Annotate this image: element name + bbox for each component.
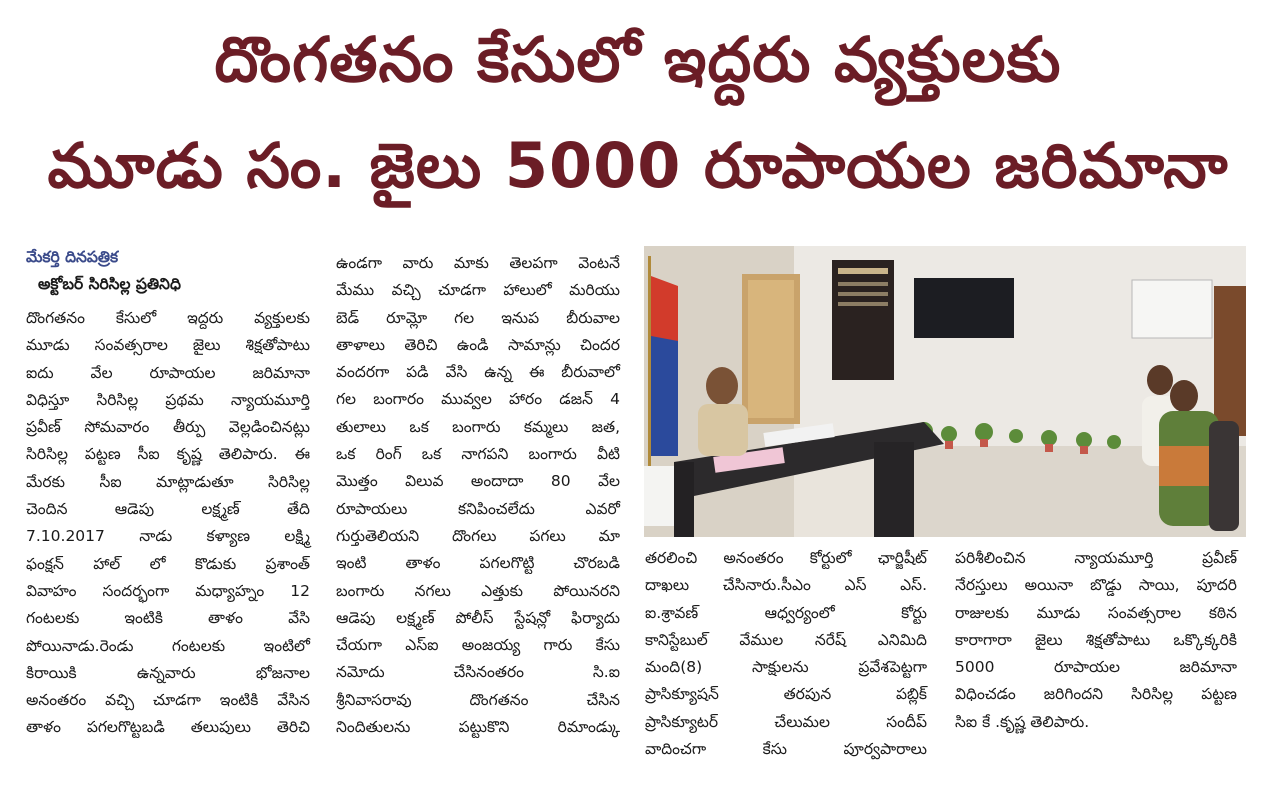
- article-line: తులాలు ఒక బంగారు కమ్మలు జత,: [336, 417, 620, 436]
- headline-line-1: దొంగతనం కేసులో ఇద్దరు వ్యక్తులకు: [214, 23, 1062, 96]
- article-line: ఒక రింగ్ ఒక నాగపని బంగారు వీటి: [336, 445, 620, 464]
- article-line: గంటలకు ఇంటికి తాళం వేసి: [26, 609, 310, 628]
- article-line: గుర్తుతెలియని దొంగలు పగలు మా: [336, 526, 620, 545]
- article-line: ప్రాసిక్యూషన్ తరపున పబ్లిక్: [645, 685, 927, 704]
- article-line: తాళాలు తెరిచి ఉండి సామాన్లు చిందర: [336, 335, 620, 354]
- article-line: ప్రవీణ్ సోమవారం తీర్పు వెల్లడించినట్లు: [26, 418, 310, 437]
- article-line: రూపాయలు కనిపించలేదు ఎవరో: [336, 499, 620, 518]
- article-line: తాళం పగలగొట్టబడి తలుపులు తెరిచి: [26, 718, 310, 737]
- article-line: శ్రీనివాసరావు దొంగతనం చేసిన: [336, 690, 620, 709]
- article-line: విధిస్తూ సిరిసిల్ల ప్రథమ న్యాయమూర్తి: [26, 390, 310, 409]
- article-line: ఆడెపు లక్ష్మణ్ పోలీస్ స్టేషన్లో ఫిర్యాదు: [336, 608, 620, 627]
- headline-line-2: మూడు సం. జైలు 5000 రూపాయల జరిమానా: [47, 129, 1229, 202]
- byline-location: అక్టోబర్ సిరిసిల్ల ప్రతినిధి: [38, 275, 181, 293]
- article-line: దాఖలు చేసినారు.సీఎం ఎస్ ఎస్.: [645, 576, 927, 595]
- article-line: కిరాయికి ఉన్నవారు భోజనాల: [26, 663, 310, 682]
- article-line: మేము వచ్చి చూడగా హాలులో మరియు: [336, 281, 620, 300]
- article-line: వాదించగా కేసు పూర్వపారాలు: [645, 740, 927, 759]
- article-column-2: [336, 250, 620, 741]
- article-line: చేయగా ఎస్ఐ అంజయ్య గారు కేసు: [336, 636, 620, 655]
- news-photo: [644, 246, 1246, 537]
- article-line: మూడు సంవత్సరాల జైలు శిక్షతోపాటు: [26, 336, 310, 355]
- article-column-1: [26, 305, 310, 742]
- article-line: ఇంటి తాళం పగలగొట్టి చొరబడి: [336, 554, 620, 573]
- article-line: ఐదు వేల రూపాయల జరిమానా: [26, 363, 310, 382]
- article-line: విధించడం జరిగిందని సిరిసిల్ల పట్టణ: [955, 685, 1237, 704]
- article-line: మంది(8) సాక్షులను ప్రవేశపెట్టగా: [645, 658, 927, 677]
- byline-source: మేకర్తి దినపత్రిక: [26, 248, 119, 266]
- article-line: చెందిన ఆడెపు లక్ష్మణ్ తేది: [26, 500, 310, 519]
- article-line: నమోదు చేసినంతరం సి.ఐ: [336, 663, 620, 682]
- article-column-3: [645, 545, 927, 763]
- article-line: దొంగతనం కేసులో ఇద్దరు వ్యక్తులకు: [26, 309, 310, 327]
- article-line: మేరకు సీఐ మాట్లాడుతూ సిరిసిల్ల: [26, 472, 310, 491]
- article-line: ఫంక్షన్ హాల్ లో కొడుకు ప్రశాంత్: [26, 554, 310, 573]
- article-line: కానిస్టేబుల్ వేముల నరేష్ ఎనిమిది: [645, 630, 927, 649]
- article-line: 7.10.2017 నాడు కళ్యాణ లక్ష్మి: [26, 527, 310, 546]
- article-line: 5000 రూపాయల జరిమానా: [955, 658, 1237, 677]
- article-line: గల బంగారం మువ్వల హారం డజన్ 4: [336, 390, 620, 409]
- article-line: ఉండగా వారు మాకు తెలపగా వెంటనే: [336, 254, 620, 272]
- article-line: పరిశీలించిన న్యాయమూర్తి ప్రవీణ్: [955, 549, 1237, 567]
- article-line: పోయినాడు.రెండు గంటలకు ఇంటిలో: [26, 636, 310, 655]
- article-line: వందరగా పడి వేసి ఉన్న ఈ బీరువాలో: [336, 363, 620, 382]
- article-line: నేరస్తులు అయినా బొడ్డు సాయి, పూదరి: [955, 576, 1237, 595]
- article-line: వివాహం సందర్భంగా మధ్యాహ్నం 12: [26, 581, 310, 600]
- byline: [26, 244, 316, 298]
- article-line: నిందితులను పట్టుకొని రిమాండ్కు: [336, 718, 620, 737]
- article-line: అనంతరం వచ్చి చూడగా ఇంటికి వేసిన: [26, 691, 310, 710]
- article-line: ప్రాసిక్యూటర్ చేలుమల సందీప్: [645, 712, 927, 731]
- article-line: ఐ.శ్రావణ్ ఆధ్వర్యంలో కోర్టు: [645, 603, 927, 622]
- article-line: తరలించి అనంతరం కోర్టులో ఛార్జిషీట్: [645, 549, 927, 567]
- article-line: బెడ్ రూమ్లో గల ఇనుప బీరువాల: [336, 308, 620, 327]
- article-column-4: [955, 545, 1237, 736]
- article-line: మొత్తం విలువ అందాదా 80 వేల: [336, 472, 620, 491]
- article-line: రాజులకు మూడు సంవత్సరాల కఠిన: [955, 603, 1237, 622]
- article-line: కారాగారా జైలు శిక్షతోపాటు ఒక్కొక్కరికి: [955, 630, 1237, 649]
- article-line: సిరిసిల్ల పట్టణ సీఐ కృష్ణ తెలిపారు. ఈ: [26, 445, 310, 464]
- office-scene-illustration: [644, 246, 1246, 537]
- article-line: సిఐ కే .కృష్ణ తెలిపారు.: [955, 712, 1090, 731]
- article-line: బంగారు నగలు ఎత్తుకు పోయినరని: [336, 581, 620, 600]
